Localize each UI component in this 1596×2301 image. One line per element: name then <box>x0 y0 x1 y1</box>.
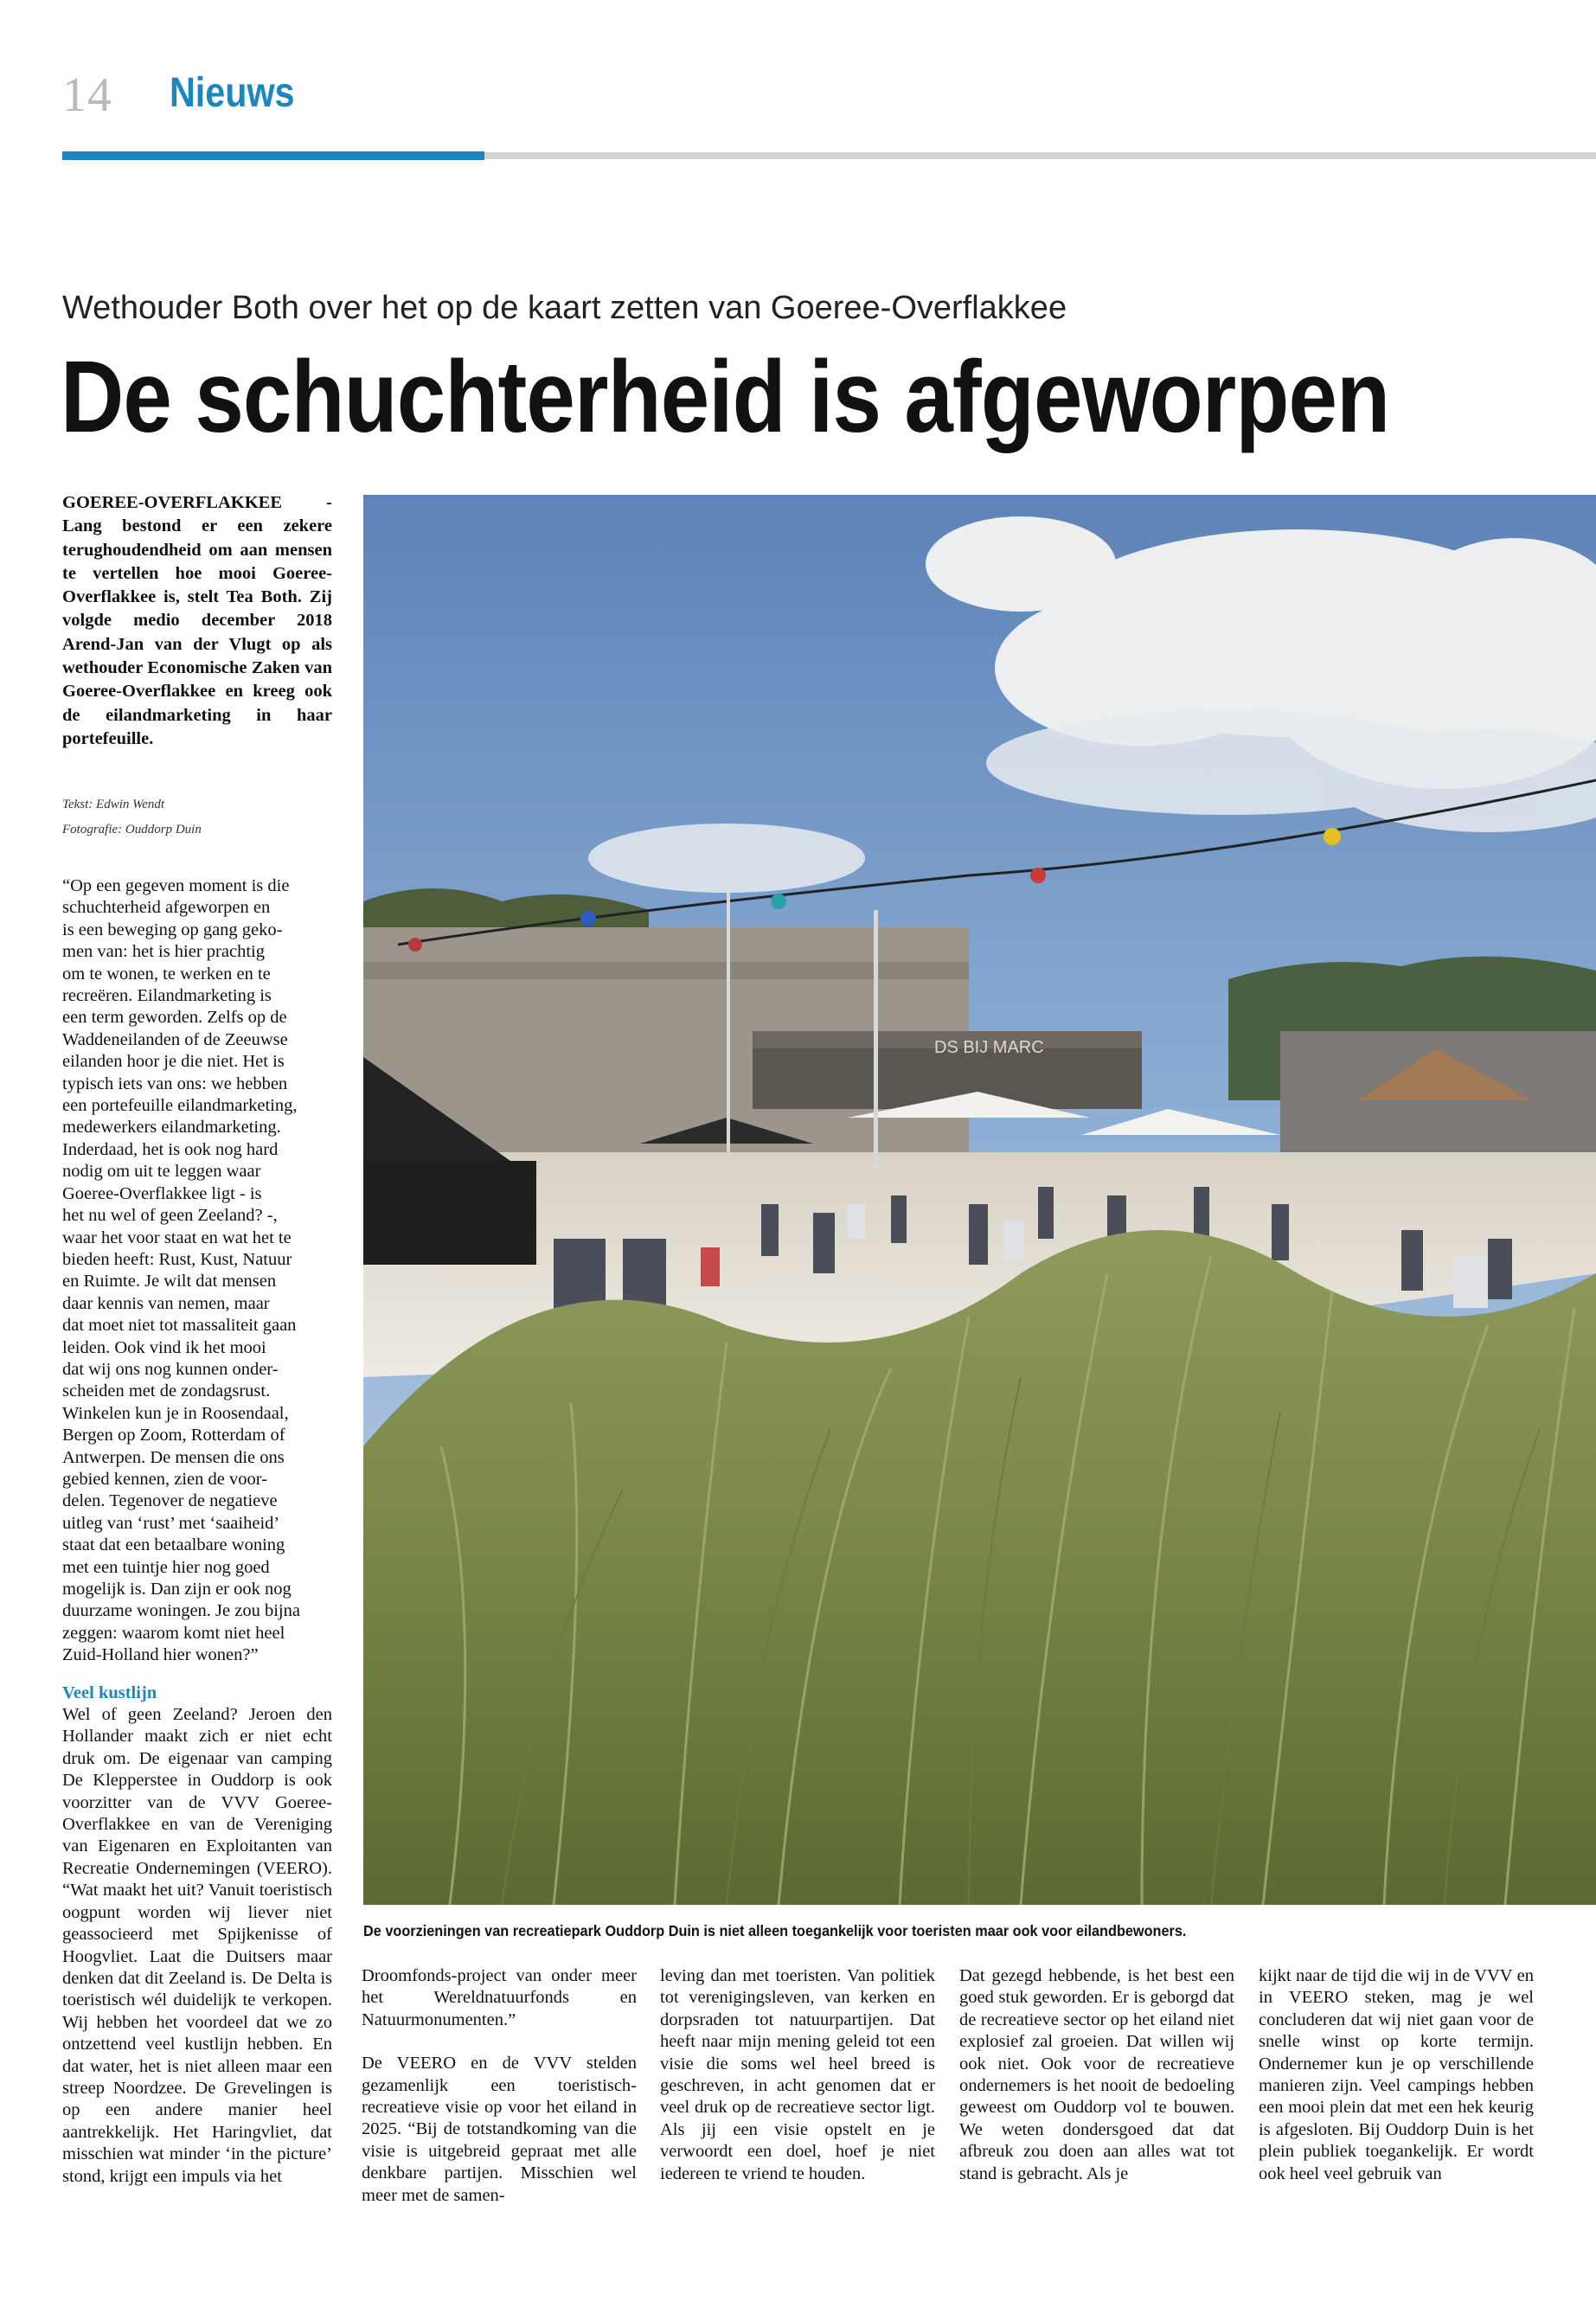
section-title: Nieuws <box>170 70 295 116</box>
body-line: leiden. Ook vind ik het mooi <box>62 1337 266 1357</box>
body-line: Inderdaad, het is ook nog hard <box>62 1139 279 1159</box>
body-line: mogelijk is. Dan zijn er ook nog <box>62 1580 292 1599</box>
body-line: gebied kennen, zien de voor- <box>62 1469 267 1489</box>
body-line: Antwerpen. De mensen die ons <box>62 1447 285 1467</box>
building-sign: DS BIJ MARC <box>934 1038 1044 1057</box>
body-column-5 <box>1259 1965 1534 2185</box>
body-line: Zuid-Holland hier wonen?” <box>62 1645 259 1665</box>
body-line: medewerkers eilandmarketing. <box>62 1118 281 1138</box>
body-line: dat moet niet tot massaliteit gaan <box>62 1316 297 1336</box>
body-column-3 <box>660 1965 935 2185</box>
header-rule <box>484 152 1596 159</box>
article-kicker: Wethouder Both over het op de kaart zetten van Goeree-Overflakkee <box>62 290 1067 326</box>
body-line: duurzame woningen. Je zou bijna <box>62 1601 300 1621</box>
body-line: uitleg van ‘rust’ met ‘saaiheid’ <box>62 1513 280 1533</box>
page-number: 14 <box>62 68 112 122</box>
body-line: Winkelen kun je in Roosendaal, <box>62 1403 289 1423</box>
body-column-1 <box>62 875 332 2188</box>
body-paragraph-1 <box>62 875 332 1667</box>
article-lead: GOEREE-OVERFLAKKEE - Lang bestond er een zekere terughoudendheid om aan mensen te vertellen hoe mooi Goeree-Overflakkee is, stelt Tea Both. Zij volgde medio december 2018 Arend-Jan van der Vlugt op als wethouder Economische Zaken van Goeree-Overflakkee en kreeg ook de eilandmarketing in haar portefeuille. <box>62 493 332 748</box>
article-headline: De schuchterheid is afgeworpen <box>61 340 1390 454</box>
body-line: met een tuintje hier nog goed <box>62 1557 270 1577</box>
body-line: “Op een gegeven moment is die <box>62 876 290 895</box>
body-line: typisch iets van ons: we hebben <box>62 1074 288 1093</box>
body-line: nodig om uit te leggen waar <box>62 1162 261 1182</box>
body-line: is een beweging op gang geko- <box>62 920 283 939</box>
body-line: daar kennis van nemen, maar <box>62 1293 270 1313</box>
body-line: om te wonen, te werken en te <box>62 964 271 984</box>
photo-caption: De voorzieningen van recreatiepark Ouddorp Duin is niet alleen toegankelijk voor toeristen maar ook voor eilandbewoners. <box>363 1922 1187 1939</box>
body-paragraph-4: De VEERO en de VVV stelden gezamenlijk een toeristisch-recreatieve visie op voor het eiland in 2025. “Bij de totstandkoming van die visie is uitgebreid gepraat met alle denkbare partijen. Misschien wel meer met de samen- <box>362 2054 637 2205</box>
body-column-2 <box>362 1965 637 2207</box>
body-line: en Ruimte. Je wilt dat mensen <box>62 1272 277 1292</box>
body-line: dat wij ons nog kunnen onder- <box>62 1359 279 1379</box>
body-line: delen. Tegenover de negatieve <box>62 1491 278 1511</box>
body-paragraph-7: kijkt naar de tijd die wij in de VVV en in VEERO steken, mag je wel concluderen dat wij niet gaan voor de snelle winst op korte termijn. Ondernemer kun je op verschillende manieren zijn. Veel campings hebben een mooi plein dat met een hek keurig is afgesloten. Bij Ouddorp Duin is het plein publiek toegankelijk. Er wordt ook heel veel gebruik van <box>1259 1966 1534 2183</box>
body-line: staat dat een betaalbare woning <box>62 1535 285 1555</box>
body-line: recreëren. Eilandmarketing is <box>62 986 272 1006</box>
body-paragraph-3: Droomfonds-project van onder meer het Wereldnatuurfonds en Natuurmonumenten.” <box>362 1966 637 2029</box>
body-line: eilanden hoor je die niet. Het is <box>62 1052 285 1072</box>
body-line: schuchterheid afgeworpen en <box>62 898 271 918</box>
body-paragraph-2: Wel of geen Zeeland? Jeroen den Hollander maakt zich er niet echt druk om. De eigenaar van camping De Klepperstee in Ouddorp is ook voorzitter van de VVV Goeree-Overflakkee en van de Vereniging van Eigenaren en Exploitanten van Recreatie Ondernemingen (VEERO). “Wat maakt het uit? Vanuit toeristisch oogpunt worden wij liever niet geassocieerd met Spijkenisse of Hoogvliet. Laat die Duitsers maar denken dat dit Zeeland is. De Delta is toeristisch wél duidelijk te verkopen. Wij hebben het voordeel dat we zo ontzettend veel kustlijn hebben. En dat water, het is niet alleen maar een streep Noordzee. De Grevelingen is op een andere manier heel aantrekkelijk. Het Haringvliet, dat misschien wat minder ‘in the picture’ stond, krijgt een impuls via het <box>62 1705 332 2186</box>
body-line: bieden heeft: Rust, Kust, Natuur <box>62 1249 292 1269</box>
header-rule-accent <box>62 151 484 160</box>
body-line: het nu wel of geen Zeeland? -, <box>62 1206 278 1226</box>
body-paragraph-5: leving dan met toeristen. Van politiek tot verenigingsleven, van kerken en dorpsraden tot natuurpartijen. Dat heeft naar mijn mening geleid tot een visie die soms wel heel breed is geschreven, in acht genomen dat er veel druk op de recreatieve sector ligt. Als jij een visie opstelt en je verwoordt een doel, hoef je niet iedereen te vriend te houden. <box>660 1966 935 2183</box>
credit-photo: Fotografie: Ouddorp Duin <box>62 823 202 836</box>
body-line: Goeree-Overflakkee ligt - is <box>62 1183 262 1203</box>
body-line: men van: het is hier prachtig <box>62 942 265 962</box>
credit-text: Tekst: Edwin Wendt <box>62 798 165 811</box>
subhead-veel-kustlijn: Veel kustlijn <box>62 1682 157 1702</box>
body-line: Bergen op Zoom, Rotterdam of <box>62 1426 285 1445</box>
body-line: een portefeuille eilandmarketing, <box>62 1096 298 1116</box>
body-line: een term geworden. Zelfs op de <box>62 1008 287 1028</box>
article-photo <box>363 495 1596 1905</box>
body-line: waar het voor staat en wat het te <box>62 1227 292 1247</box>
body-paragraph-6: Dat gezegd hebbende, is het best een goed stuk geworden. Er is geborgd dat de recreatieve sector op het eiland niet explosief zal groeien. Dat willen wij ook niet. Ook voor de recreatieve ondernemers is het nooit de bedoeling geweest om Ouddorp vol te bouwen. We weten dondersgoed dat dat afbreuk zou doen aan alles wat tot stand is gebracht. Als je <box>959 1966 1234 2183</box>
body-line: scheiden met de zondagsrust. <box>62 1381 271 1401</box>
body-line: Waddeneilanden of de Zeeuwse <box>62 1029 288 1049</box>
body-column-4 <box>959 1965 1234 2185</box>
body-line: zeggen: waarom komt niet heel <box>62 1623 285 1643</box>
